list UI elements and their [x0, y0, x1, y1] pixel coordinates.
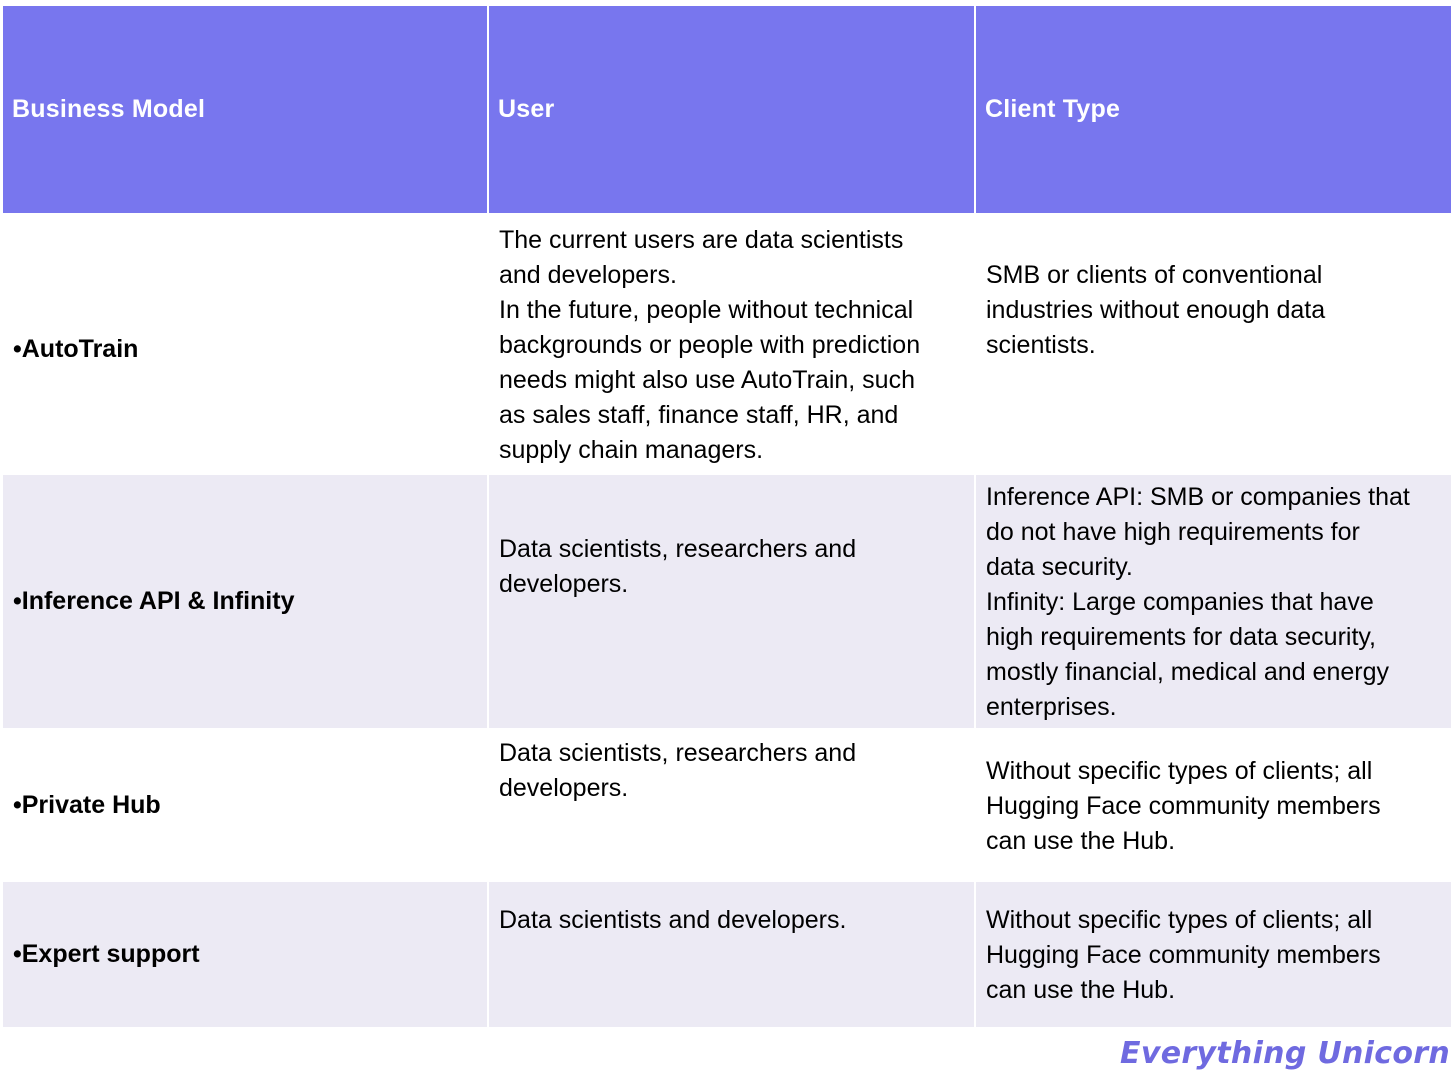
header-cell-user [489, 6, 976, 213]
model-cell [3, 730, 489, 880]
model-label: •Expert support [13, 940, 200, 968]
model-cell [3, 882, 489, 1027]
client-text: SMB or clients of conventional industries without enough data scientists. [986, 261, 1326, 359]
client-cell [976, 475, 1451, 728]
user-cell [489, 215, 976, 473]
model-cell [3, 475, 489, 728]
header-label: Business Model [12, 95, 206, 123]
business-model-table [3, 6, 1451, 1029]
user-text: Data scientists, researchers and developers. [499, 535, 857, 598]
table-row [3, 882, 1451, 1029]
user-text: Data scientists, researchers and developers. [499, 739, 857, 802]
client-text: Without specific types of clients; all Hugging Face community members can use the Hub. [986, 757, 1381, 855]
header-cell-business-model [3, 6, 489, 213]
client-text: Inference API: SMB or companies that do not have high requirements for data security. Infinity: Large companies that have high requirements for data security, mostly financial, medical and energy enterprises. [986, 483, 1410, 721]
client-cell [976, 882, 1451, 1027]
model-cell [3, 215, 489, 473]
brand-watermark: Everything Unicorn [1120, 1036, 1450, 1071]
client-cell [976, 215, 1451, 473]
header-label: Client Type [985, 95, 1121, 123]
user-cell [489, 475, 976, 728]
header-label: User [498, 95, 555, 123]
user-text: Data scientists and developers. [499, 906, 847, 934]
client-cell [976, 730, 1451, 880]
model-label: •AutoTrain [13, 334, 139, 363]
header-cell-client-type [976, 6, 1451, 213]
user-cell [489, 882, 976, 1027]
model-label: •Inference API & Infinity [13, 587, 295, 615]
table-row [3, 215, 1451, 475]
user-cell [489, 730, 976, 880]
table-row [3, 475, 1451, 730]
user-text: The current users are data scientists and developers. In the future, people without technical backgrounds or people with prediction needs might also use AutoTrain, such as sales staff, finance staff, HR, and supply chain managers. [499, 226, 921, 464]
client-text: Without specific types of clients; all Hugging Face community members can use the Hub. [986, 906, 1381, 1004]
table-header-row [3, 6, 1451, 215]
table-row [3, 730, 1451, 882]
model-label: •Private Hub [13, 790, 161, 819]
